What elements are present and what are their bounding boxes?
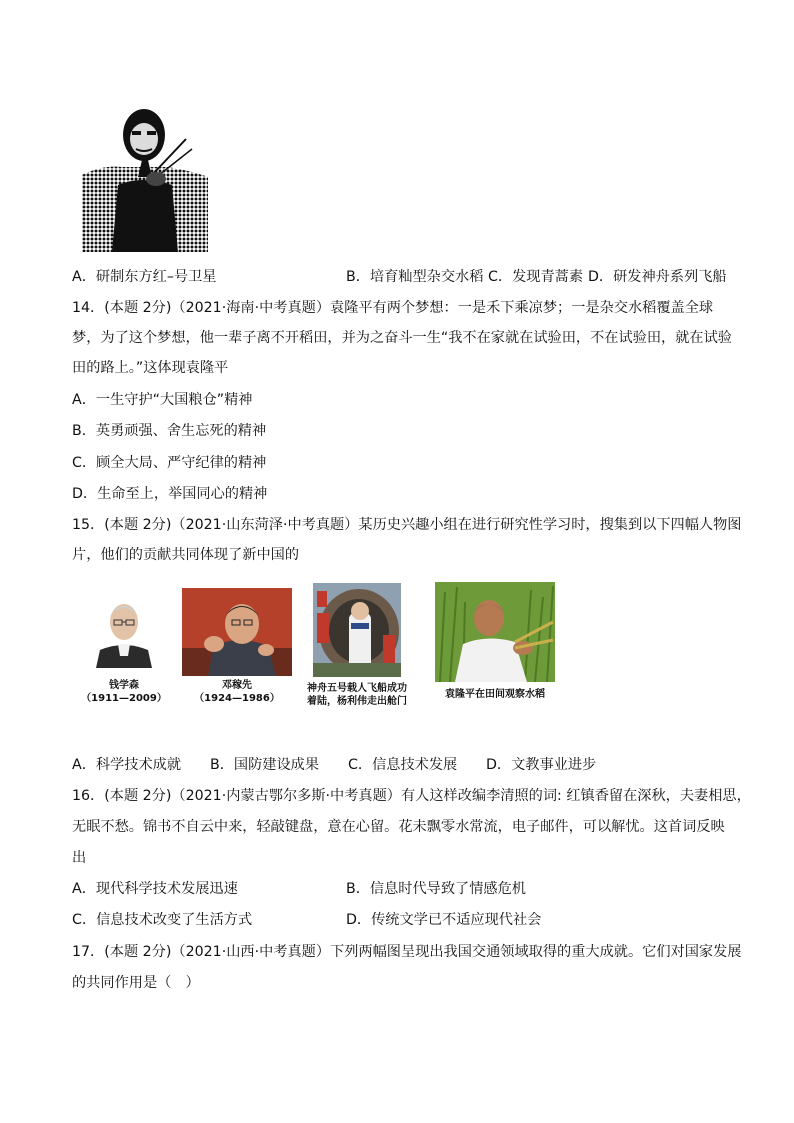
q16-option-a[interactable]: A．现代科学技术发展迅速	[72, 881, 238, 897]
q15-stem-line-1: 15．(本题 2分)（2021·山东菏泽·中考真题）某历史兴趣小组在进行研究性学习时，搜集到以下四幅人物图	[72, 517, 742, 533]
q14-option-c[interactable]: C．顾全大局、严守纪律的精神	[72, 455, 267, 471]
photo-1-caption-1: 钱学森	[109, 680, 139, 691]
photo-3-caption-1: 神舟五号载人飞船成功	[307, 683, 407, 694]
photo-1-caption-2: （1911—2009）	[81, 693, 167, 704]
photo-qian-xuesen	[92, 594, 156, 668]
portrait-image	[82, 105, 208, 252]
q13-option-b[interactable]: B．培育籼型杂交水稻	[346, 269, 484, 285]
photo-deng-jiaxian	[182, 588, 292, 676]
q14-stem-line-3: 田的路上。”这体现袁隆平	[72, 360, 229, 376]
q17-stem-line-2: 的共同作用是（ ）	[72, 975, 200, 991]
q16-option-b[interactable]: B．信息时代导致了情感危机	[346, 881, 526, 897]
q15-option-b[interactable]: B．国防建设成果	[210, 757, 320, 773]
yuan-longping-portrait	[82, 105, 208, 252]
q15-option-a[interactable]: A．科学技术成就	[72, 757, 182, 773]
q16-stem-line-3: 出	[72, 850, 87, 866]
q14-option-d[interactable]: D．生命至上，举国同心的精神	[72, 486, 268, 502]
photo-shenzhou-5	[313, 583, 401, 677]
q16-option-d[interactable]: D．传统文学已不适应现代社会	[346, 912, 542, 928]
q16-stem-line-2: 无眠不愁。锦书不自云中来，轻敲键盘，意在心留。花未飘零水常流，电子邮件，可以解忧。这首词反映	[72, 819, 725, 835]
photo-2-caption-2: （1924—1986）	[194, 693, 280, 704]
q13-option-d[interactable]: D．研发神舟系列飞船	[588, 269, 727, 285]
q15-option-c[interactable]: C．信息技术发展	[348, 757, 458, 773]
q16-stem-line-1: 16．(本题 2分)（2021·内蒙古鄂尔多斯·中考真题）有人这样改编李清照的词: 红镇香留在深秋，夫妻相思，	[72, 788, 751, 804]
q15-option-d[interactable]: D．文教事业进步	[486, 757, 597, 773]
q14-stem-line-1: 14．(本题 2分)（2021·海南·中考真题）袁隆平有两个梦想：一是禾下乘凉梦；一是杂交水稻覆盖全球	[72, 300, 714, 316]
photo-3-caption-2: 着陆，杨利伟走出舱门	[307, 696, 407, 707]
q14-stem-line-2: 梦，为了这个梦想，他一辈子离不开稻田，并为之奋斗一生“我不在家就在试验田，不在试验田，就在试验	[72, 330, 732, 346]
photo-yuan-longping-field	[435, 582, 555, 682]
q16-option-c[interactable]: C．信息技术改变了生活方式	[72, 912, 253, 928]
q15-stem-line-2: 片，他们的贡献共同体现了新中国的	[72, 547, 300, 563]
q14-option-a[interactable]: A．一生守护“大国粮仓”精神	[72, 392, 253, 408]
q14-option-b[interactable]: B．英勇顽强、舍生忘死的精神	[72, 423, 267, 439]
q17-stem-line-1: 17．(本题 2分)（2021·山西·中考真题）下列两幅图呈现出我国交通领域取得的重大成就。它们对国家发展	[72, 944, 742, 960]
photo-4-caption-1: 袁隆平在田间观察水稻	[445, 689, 545, 700]
photo-2-caption-1: 邓稼先	[222, 680, 252, 691]
q13-option-c[interactable]: C．发现青蒿素	[488, 269, 584, 285]
q13-option-a[interactable]: A．研制东方红–号卫星	[72, 269, 217, 285]
